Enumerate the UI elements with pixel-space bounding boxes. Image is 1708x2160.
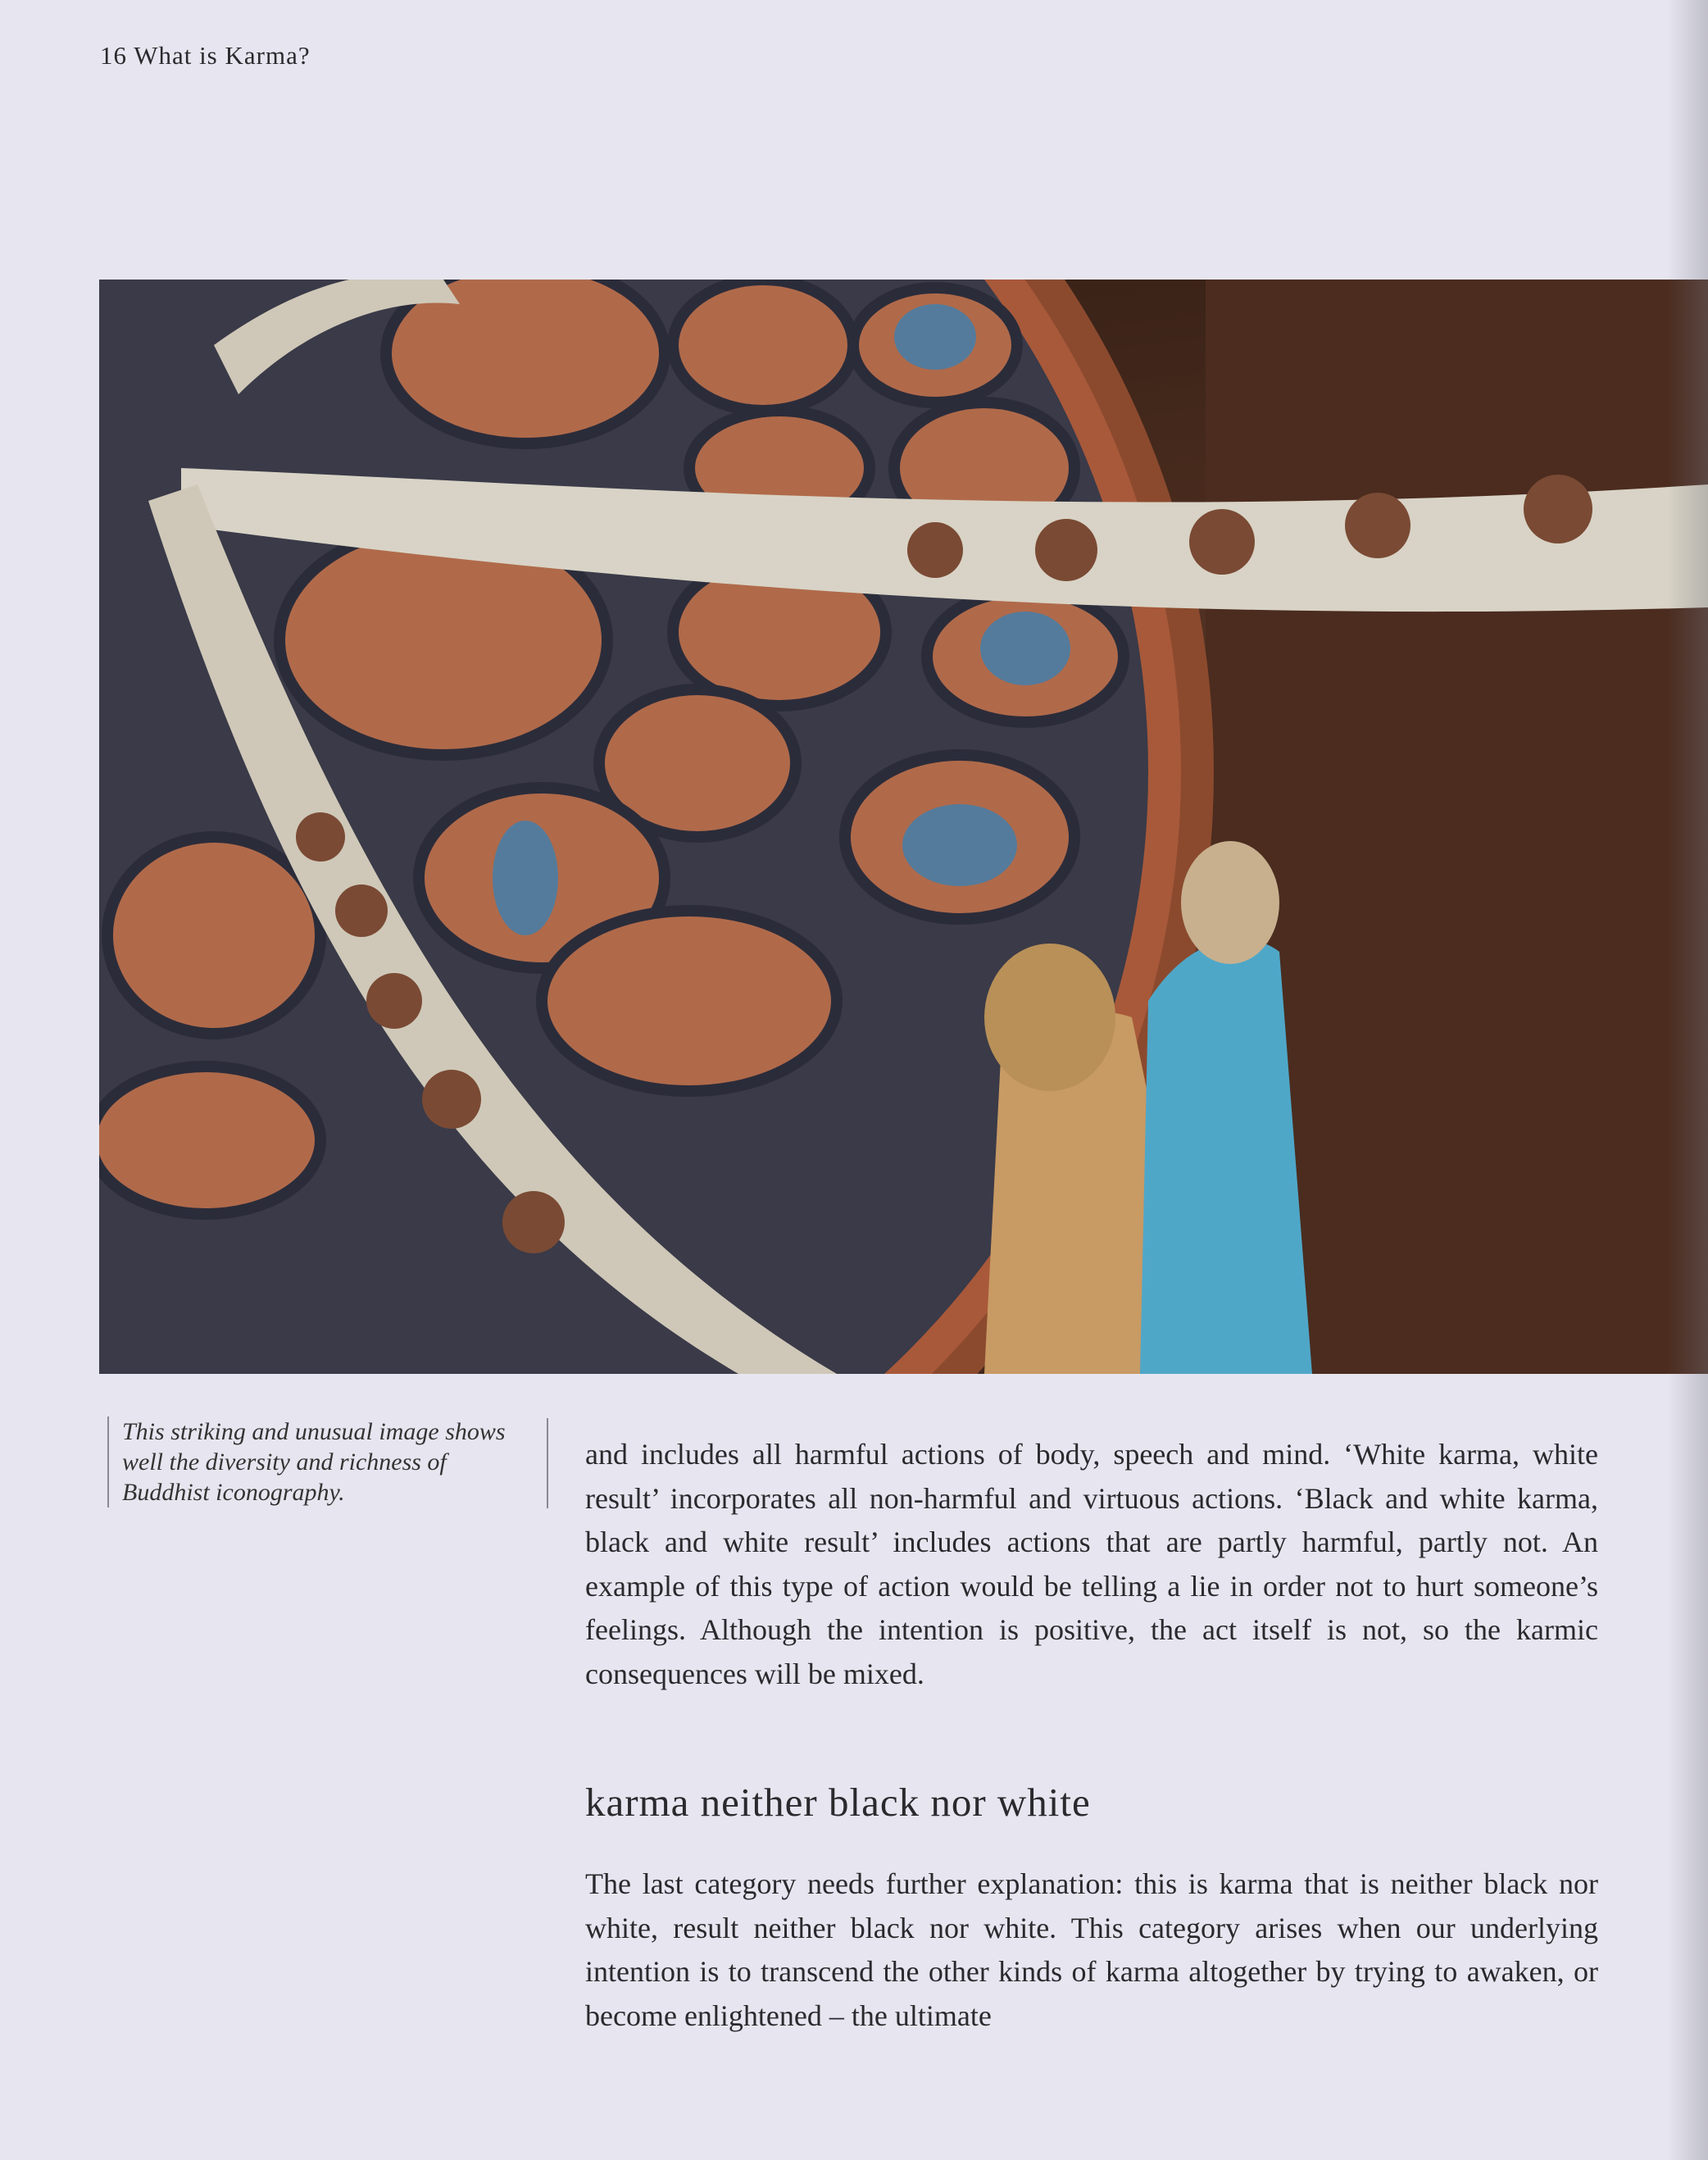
body-paragraph: The last category needs further explanation: this is karma that is neither black nor white, result neither black nor white. This category arises when our underlying intention is to transcend the other kinds of karma altogether by trying to awaken, or become enlightened – the ultimate	[585, 1867, 1598, 2032]
page-gutter-shadow	[1667, 0, 1708, 2160]
section-heading: karma neither black nor white	[585, 1780, 1091, 1825]
running-head: 16 What is Karma?	[100, 41, 311, 70]
column-divider	[547, 1418, 548, 1508]
photo-caption: This striking and unusual image shows well the diversity and richness of Buddhist iconography.	[107, 1417, 516, 1507]
body-paragraph: and includes all harmful actions of body, speech and mind. ‘White karma, white result’ incorporates all non-harmful and virtuous actions. ‘Black and white karma, black and white result’ includes actions that are partly harmful, partly not. An example of this type of action would be telling a lie in order not to hurt someone’s feelings. Although the intention is positive, the act itself is not, so the karmic consequences will be mixed.	[585, 1438, 1598, 1690]
photo-buddhist-wheel-relief	[99, 280, 1708, 1374]
